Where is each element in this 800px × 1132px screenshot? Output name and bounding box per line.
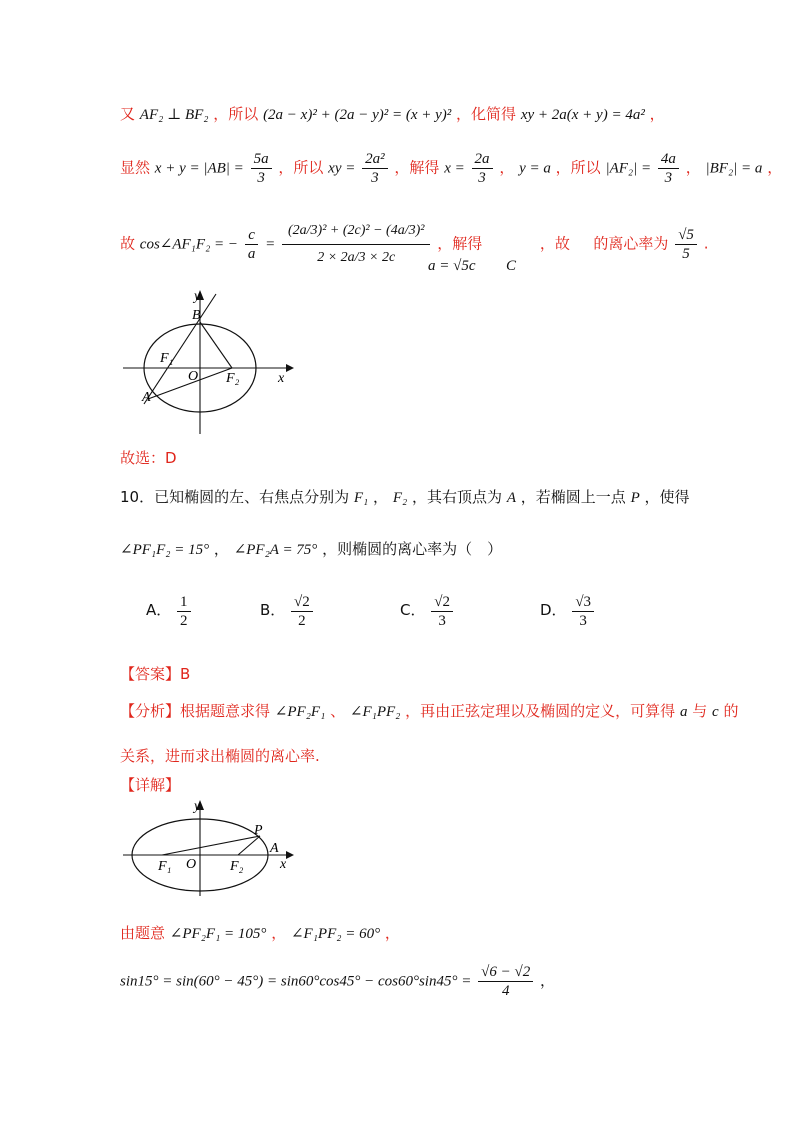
text-end: ， bbox=[649, 105, 665, 123]
label-x: x bbox=[280, 857, 287, 872]
ellipse-figure-1 bbox=[118, 282, 298, 437]
option-b[interactable] bbox=[260, 593, 315, 630]
detail-line-1 bbox=[120, 922, 400, 943]
stem-text: ， bbox=[213, 540, 229, 558]
math-expr: x = bbox=[444, 160, 465, 177]
option-label: B． bbox=[260, 600, 286, 619]
answer-label: 【答案】B bbox=[120, 665, 191, 683]
math-expr: x + y = |AB| = bbox=[154, 160, 244, 177]
math-expr: = bbox=[265, 236, 276, 253]
detail-text: ， bbox=[384, 924, 400, 942]
fraction: $\frac{4a}{3}$ bbox=[658, 150, 679, 187]
text-sep: ，解得 bbox=[437, 234, 483, 253]
math-angle: ∠PF₂F₁ = 105° bbox=[169, 926, 267, 942]
math-var: a bbox=[679, 704, 688, 720]
option-fraction: $\frac{√2}{3}$ bbox=[431, 593, 453, 630]
detail-sin-line bbox=[120, 963, 555, 1000]
math-expr: (2a − x)² + (2a − y)² = (x + y)² bbox=[263, 107, 452, 123]
label-F2: F₂ bbox=[226, 371, 240, 386]
option-c[interactable] bbox=[400, 593, 455, 630]
math-f2: F₂ bbox=[392, 490, 408, 506]
stem-text: ， bbox=[373, 488, 389, 506]
text-prefix: 故 bbox=[120, 234, 136, 253]
label-F2: F₂ bbox=[230, 859, 244, 874]
text-sep: ，所以 bbox=[213, 105, 259, 123]
math-expr: |BF₂| = a bbox=[705, 160, 763, 177]
label-x: x bbox=[278, 371, 285, 386]
fraction: $\frac{√6 - √2}{4}$ bbox=[478, 963, 533, 1000]
option-a[interactable] bbox=[146, 593, 193, 630]
fraction: $\frac{c}{a}$ bbox=[245, 226, 259, 263]
label-y: y bbox=[194, 799, 201, 814]
math-sub-c: C bbox=[506, 258, 517, 274]
label-y: y bbox=[194, 289, 201, 304]
stem-text: ，则椭圆的离心率为（ ） bbox=[322, 540, 503, 558]
answer-choice-line: 故选：D bbox=[120, 449, 177, 467]
text-prefix: 又 bbox=[120, 105, 136, 123]
option-d[interactable] bbox=[540, 593, 596, 630]
solution-line-2 bbox=[120, 150, 782, 187]
label-B: B bbox=[192, 308, 201, 323]
label-A: A bbox=[270, 841, 279, 856]
label-O: O bbox=[186, 857, 197, 872]
option-fraction: $\frac{√2}{2}$ bbox=[291, 593, 313, 630]
math-angle: ∠F₁PF₂ bbox=[349, 704, 401, 720]
solution-line-1 bbox=[120, 103, 665, 124]
math-P: P bbox=[630, 490, 640, 506]
analysis-text: 与 bbox=[692, 702, 708, 720]
fraction: $\frac{\text{2a²}}{3}$ bbox=[362, 150, 388, 187]
math-expr: y = a bbox=[519, 160, 551, 177]
label-O: O bbox=[188, 369, 199, 384]
math-f1: F₁ bbox=[353, 490, 369, 506]
math-expr: AF₂ ⊥ BF₂ bbox=[139, 107, 209, 123]
label-P: P bbox=[254, 823, 263, 838]
fraction: $\frac{5a}{3}$ bbox=[251, 150, 272, 187]
text-sep: 的离心率为 bbox=[593, 234, 669, 253]
option-fraction: $\frac{√3}{3}$ bbox=[572, 593, 594, 630]
text-sep: ，故 bbox=[539, 234, 570, 253]
ellipse-figure-2 bbox=[118, 798, 298, 898]
math-cond2: ∠PF₂A = 75° bbox=[233, 542, 318, 558]
math-cond1: ∠PF₁F₂ = 15° bbox=[120, 542, 210, 558]
text-sep: ， bbox=[499, 158, 515, 177]
detail-text: ， bbox=[540, 971, 556, 990]
label-F1: F₁ bbox=[158, 859, 172, 874]
label-F1: F₁ bbox=[160, 351, 174, 366]
detail-label: 【详解】 bbox=[120, 776, 181, 794]
text-sep: ，所以 bbox=[278, 158, 324, 177]
math-angle: ∠PF₂F₁ bbox=[274, 704, 326, 720]
math-sub-a: a = √5c bbox=[428, 258, 476, 274]
fraction: $\frac{2a}{3}$ bbox=[472, 150, 493, 187]
question-10-stem bbox=[120, 486, 690, 507]
math-sin-expr: sin15° = sin(60° − 45°) = sin60°cos45° − cos60°sin45° = bbox=[120, 973, 472, 990]
analysis-text: ，再由正弦定理以及椭圆的定义，可算得 bbox=[405, 702, 676, 720]
math-expr: cos∠AF₁F₂ = − bbox=[139, 236, 239, 253]
stem-text: ，若椭圆上一点 bbox=[520, 488, 626, 506]
option-label: A． bbox=[146, 600, 172, 619]
fraction: $\frac{√5}{5}$ bbox=[675, 226, 697, 263]
analysis-line-2: 关系，进而求出椭圆的离心率. bbox=[120, 747, 320, 765]
text-prefix: 显然 bbox=[120, 158, 151, 177]
detail-text: 由题意 bbox=[120, 924, 166, 942]
math-expr: |AF₂| = bbox=[605, 160, 652, 177]
text-sep: ，化简得 bbox=[456, 105, 517, 123]
stem-text: 10．已知椭圆的左、右焦点分别为 bbox=[120, 488, 350, 506]
option-fraction: $\frac{1}{2}$ bbox=[177, 593, 191, 630]
big-fraction: $\frac{\text{(2a/3)² + (2c)² − (4a/3)²}}{2 \times 2a/3 \times 2c}$ bbox=[282, 218, 430, 271]
text-end: ， bbox=[767, 158, 783, 177]
text-sep: ，所以 bbox=[555, 158, 601, 177]
question-10-condition bbox=[120, 538, 502, 559]
analysis-text: 【分析】根据题意求得 bbox=[120, 702, 271, 720]
math-expr: xy = bbox=[328, 160, 356, 177]
analysis-text: 、 bbox=[330, 702, 346, 720]
math-var: c bbox=[712, 704, 719, 720]
solution-line-3 bbox=[120, 218, 708, 271]
analysis-line-1 bbox=[120, 700, 739, 721]
text-end: . bbox=[703, 234, 709, 253]
text-sep: ，解得 bbox=[394, 158, 440, 177]
stem-text: ，其右顶点为 bbox=[412, 488, 503, 506]
stem-text: ，使得 bbox=[644, 488, 690, 506]
math-A: A bbox=[506, 490, 516, 506]
label-A: A bbox=[142, 390, 151, 405]
detail-text: ， bbox=[271, 924, 287, 942]
option-label: C． bbox=[400, 600, 426, 619]
option-label: D． bbox=[540, 600, 567, 619]
math-angle: ∠F₁PF₂ = 60° bbox=[290, 926, 381, 942]
text-sep: ， bbox=[685, 158, 701, 177]
analysis-text: 的 bbox=[723, 702, 739, 720]
math-expr: xy + 2a(x + y) = 4a² bbox=[520, 107, 645, 123]
